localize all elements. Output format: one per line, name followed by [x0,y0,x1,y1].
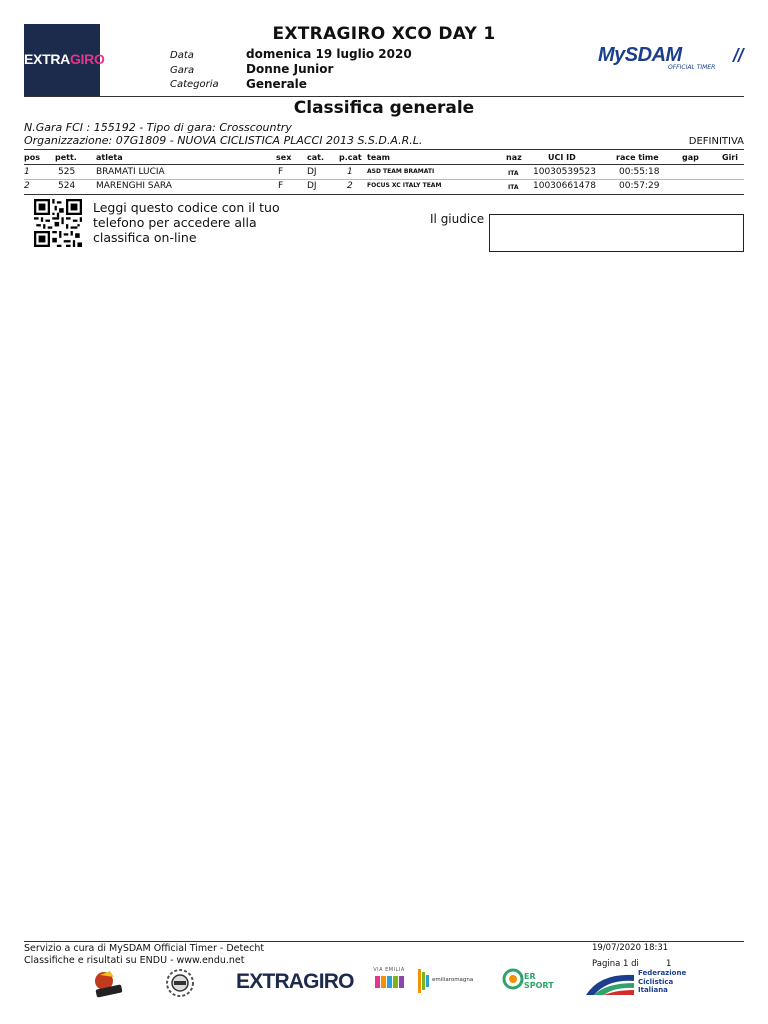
cell-team: FOCUS XC ITALY TEAM [367,182,442,189]
emilia-romagna-logo: emiliaromagna [416,966,466,998]
race-info-line: N.Gara FCI : 155192 - Tipo di gara: Crosscountry [24,121,292,134]
footer-divider [24,941,744,942]
regional-mark-icon [416,968,430,994]
judge-label: Il giudice [430,212,485,226]
footer-timestamp: 19/07/2020 18:31 [592,943,669,953]
meta-label-gara: Gara [170,65,195,76]
cell-pos: 2 [24,181,30,191]
header-divider [24,96,744,97]
judge-signature-box [489,214,744,252]
meta-label-categoria: Categoria [170,79,219,90]
er-sport-logo: ER SPORT [502,966,544,998]
cell-atleta: BRAMATI LUCIA [96,167,165,177]
col-header-gap: gap [682,153,699,162]
meta-value-categoria: Generale [246,77,307,91]
cell-pcat: 1 [347,167,353,177]
col-header-pett: pett. [55,153,77,162]
extragiro-footer-logo: EXTRAGIRO [236,970,354,993]
page-title: EXTRAGIRO XCO DAY 1 [272,24,496,44]
organization-line: Organizzazione: 07G1809 - NUOVA CICLISTICA PLACCI 2013 S.S.D.A.R.L. [24,134,423,147]
cell-cat: DJ [307,167,317,177]
cell-naz: ITA [508,170,519,177]
meta-value-data: domenica 19 luglio 2020 [246,47,412,61]
cell-race-time: 00:57:29 [619,181,660,191]
qr-code-icon[interactable] [34,199,82,247]
cycling-club-logo [92,967,126,999]
cell-uci: 10030661478 [533,181,596,191]
col-header-race-time: race time [616,153,659,162]
col-header-giri: Giri [722,153,738,162]
er-sport-mark-icon [502,968,524,990]
col-header-pos: pos [24,153,40,162]
footer-page-total: 1 [666,959,672,969]
cell-race-time: 00:55:18 [619,167,660,177]
cell-naz: ITA [508,184,519,191]
col-header-uci: UCI ID [548,153,576,162]
cell-team: ASD TEAM BRAMATI [367,168,435,175]
cell-cat: DJ [307,181,317,191]
col-header-naz: naz [506,153,522,162]
section-title: Classifica generale [293,98,475,118]
cell-pos: 1 [24,167,30,177]
cell-sex: F [278,181,284,191]
footer-page-label: Pagina 1 di [592,959,639,969]
col-header-sex: sex [276,153,292,162]
cell-pcat: 2 [347,181,353,191]
fci-logo: Federazione Ciclistica Italiana [584,967,680,999]
cell-pett: 524 [58,181,76,191]
mysdam-logo: MySDAM OFFICIAL TIMER [598,44,748,74]
cell-sex: F [278,167,284,177]
table-bottom-border [24,194,744,195]
mysdam-mark-icon [730,46,746,64]
fci-mark-icon [584,969,636,997]
col-header-cat: cat. [307,153,325,162]
club-badge-logo [164,968,196,998]
footer-service: Servizio a cura di MySDAM Official Timer - Detecht [24,943,265,954]
cell-uci: 10030539523 [533,167,596,177]
col-header-team: team [367,153,390,162]
meta-value-gara: Donne Junior [246,62,334,76]
footer-results: Classifiche e risultati su ENDU - www.endu.net [24,955,245,966]
row-divider [24,179,744,180]
extragiro-logo: EXTRAGIRO [24,24,100,96]
table-header-divider [24,164,744,165]
cell-atleta: MARENGHI SARA [96,181,172,191]
qr-instructions: Leggi questo codice con il tuo telefono per accedere alla classifica on-line [93,200,280,245]
meta-label-data: Data [170,50,194,61]
via-emilia-logo: VIA EMILIA [370,967,408,997]
cell-pett: 525 [58,167,76,177]
col-header-pcat: p.cat [339,153,362,162]
table-top-border [24,149,744,150]
status-label: DEFINITIVA [688,136,744,147]
col-header-atleta: atleta [96,153,123,162]
